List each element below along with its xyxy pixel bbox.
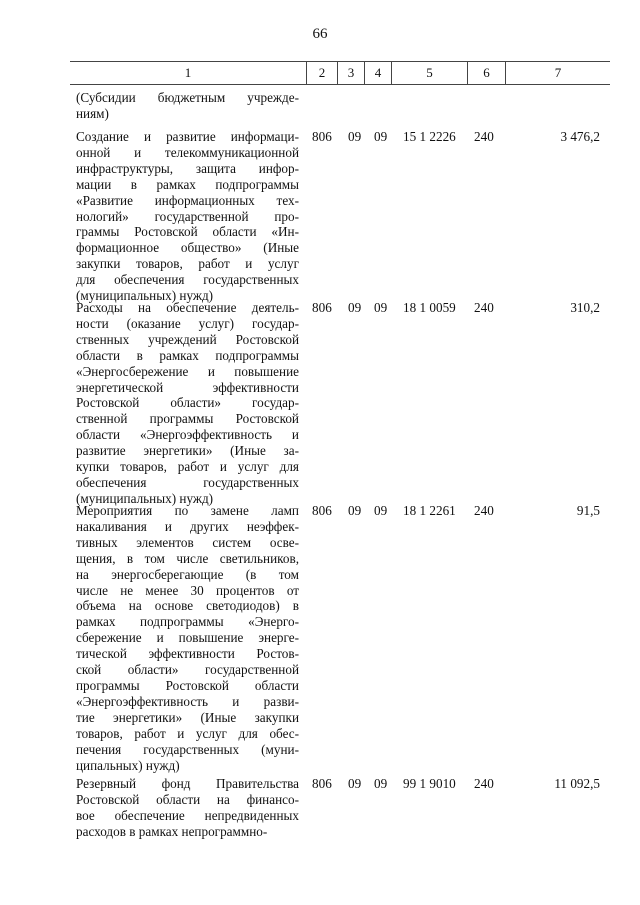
description-line: «Энергосбережение и повышение [76,363,299,379]
cell-expense-type: 240 [474,776,494,791]
description-line: расходов в рамках непрограммно- [76,823,268,839]
cell-expense-type: 240 [474,129,494,144]
row-description [76,503,299,773]
cell-section: 09 [348,129,362,144]
description-line: Ростовской области» государ- [76,395,299,411]
cell-subsection: 09 [374,776,388,791]
description-line: числе не менее 30 процентов от [76,582,299,598]
cell-section: 09 [348,776,362,791]
description-line: печения государственных (муни- [76,741,299,757]
description-line: развитие энергетики» (Иные за- [76,443,299,459]
description-line: (муниципальных) нужд) [76,490,214,506]
header-col-3: 3 [337,62,364,84]
cell-subsection: 09 [374,300,388,315]
description-line: энергетической эффективности [76,379,299,395]
description-line: накаливания и других неэффек- [76,518,299,534]
header-col-5: 5 [391,62,467,84]
description-line: инфраструктуры, защита инфор- [76,160,299,176]
table-header [70,61,610,85]
description-line: ственной программы Ростовской [76,411,299,427]
header-col-4: 4 [364,62,391,84]
cell-ministry: 806 [312,129,332,144]
description-line: ности (оказание услуг) государ- [76,315,299,331]
cell-section: 09 [348,300,362,315]
description-line: онной и телекоммуникационной [76,144,299,160]
cell-target-article: 18 1 2261 [403,503,456,518]
row-description [76,129,299,304]
cell-amount: 3 476,2 [560,129,600,144]
description-line: (Субсидии бюджетным учрежде- [76,90,299,105]
header-col-1: 1 [184,65,192,80]
row-description [76,300,299,507]
description-line: товаров, работ и услуг для обес- [76,725,299,741]
description-line: для обеспечения государственных [76,272,299,288]
description-line: Резервный фонд Правительства [76,776,299,791]
description-line: Мероприятия по замене ламп [76,503,299,518]
page-number: 66 [312,26,328,42]
cell-amount: 91,5 [576,503,600,518]
description-line: области «Энергоэффективность и [76,427,299,443]
description-line: рамках подпрограммы «Энерго- [76,614,299,630]
header-col-2: 2 [306,62,337,84]
description-line: обеспечения государственных [76,474,299,490]
description-line: Создание и развитие информаци- [76,129,299,144]
cell-expense-type: 240 [474,503,494,518]
description-line: тие энергетики» (Иные закупки [76,709,299,725]
cell-subsection: 09 [374,129,388,144]
description-line: (муниципальных) нужд) [76,288,214,304]
description-line: «Развитие информационных тех- [76,192,299,208]
cell-expense-type: 240 [474,300,494,315]
description-line: щения, в том числе светильников, [76,550,299,566]
description-line: тической эффективности Ростов- [76,646,299,662]
cell-target-article: 99 1 9010 [403,776,456,791]
description-line: Расходы на обеспечение деятель- [76,300,299,315]
header-col-7: 7 [505,62,610,84]
cell-ministry: 806 [312,300,332,315]
description-line: купки товаров, работ и услуг для [76,459,299,475]
cell-ministry: 806 [312,776,332,791]
description-line: нологий» государственной про- [76,208,299,224]
header-col-6: 6 [467,62,505,84]
cell-ministry: 806 [312,503,332,518]
description-line: «Энергоэффективность и разви- [76,693,299,709]
row-description [76,776,299,840]
description-line: ственных учреждений Ростовской [76,331,299,347]
cell-section: 09 [348,503,362,518]
row-description [76,90,299,122]
cell-target-article: 15 1 2226 [403,129,456,144]
cell-amount: 11 092,5 [554,776,600,791]
description-line: ципальных) нужд) [76,757,180,773]
description-line: вое обеспечение непредвиденных [76,807,299,823]
description-line: на энергосберегающие (в том [76,566,299,582]
description-line: ской области» государственной [76,662,299,678]
description-line: программы Ростовской области [76,677,299,693]
cell-target-article: 18 1 0059 [403,300,456,315]
description-line: объема на основе светодиодов) в [76,598,299,614]
description-line: сбережение и повышение энерге- [76,630,299,646]
description-line: области в рамках подпрограммы [76,347,299,363]
description-line: формационное общество» (Иные [76,240,299,256]
description-line: граммы Ростовской области «Ин- [76,224,299,240]
cell-amount: 310,2 [570,300,600,315]
description-line: Ростовской области на финансо- [76,791,299,807]
description-line: мации в рамках подпрограммы [76,176,299,192]
description-line: ниям) [76,105,109,121]
description-line: закупки товаров, работ и услуг [76,256,299,272]
description-line: тивных элементов систем осве- [76,534,299,550]
cell-subsection: 09 [374,503,388,518]
